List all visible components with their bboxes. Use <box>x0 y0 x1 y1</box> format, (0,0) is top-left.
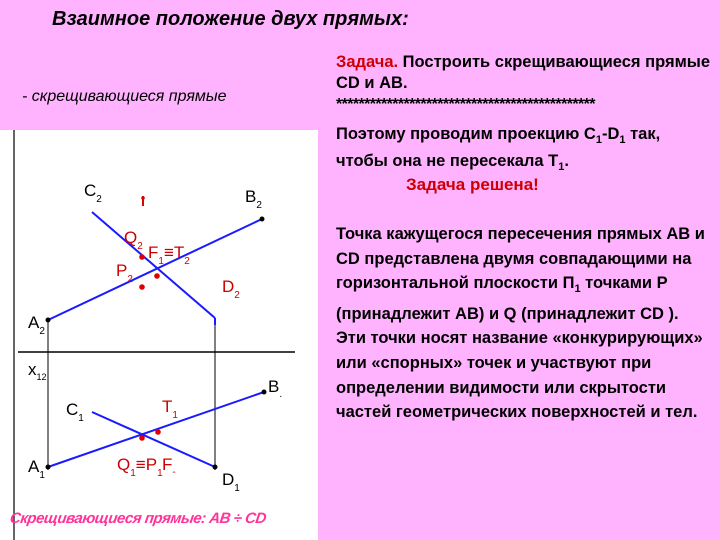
label-F: $F_-$ <box>162 455 176 478</box>
point-A1 <box>46 465 51 470</box>
task-label: Задача. <box>336 53 399 71</box>
solved-text: Задача решена! <box>406 175 539 194</box>
bottom-note: Скрещивающиеся прямые: AB ÷ CD <box>8 510 268 527</box>
explanation-text: Точка кажущегося пересечения прямых AB и CD представлена двумя совпадающими на горизонтальной плоскости $П_1$ точками P (принадлежит AB) и Q (принадлежит CD ). Эти точки носят название «конкурирующих» или «спорных» точек и участвуют при определении видимости или скрытости частей геометрических поверхностей и тел. <box>336 225 705 422</box>
line-A2B2 <box>48 219 262 320</box>
separator-stars: ********************************************** <box>336 96 595 113</box>
point-B2 <box>260 217 265 222</box>
label-x12: $x_{12}$ <box>28 360 47 382</box>
drawing-panel <box>0 130 318 540</box>
projection-text: Поэтому проводим проекцию $C_1-D_1$ так, чтобы она не пересекала $T_1$. <box>336 125 661 173</box>
label-A1: $A_1$ <box>28 457 45 481</box>
point-B1 <box>262 390 267 395</box>
task-text <box>336 52 716 94</box>
point-D1 <box>213 465 218 470</box>
point-P2 <box>139 284 145 290</box>
label-Q2: $Q_2$ <box>124 228 143 252</box>
line-C2D2 <box>92 212 215 318</box>
subtitle: - скрещивающиеся прямые <box>22 88 227 105</box>
point-F1 <box>154 273 160 279</box>
point-Q1P1 <box>139 435 145 441</box>
label-P2: $P_2$ <box>116 261 133 285</box>
label-C2: $C_2$ <box>84 181 102 205</box>
label-B2: $B_2$ <box>245 187 262 211</box>
label-D2: $D_2$ <box>222 277 240 301</box>
label-T1: $T_1$ <box>162 397 178 421</box>
label-Q1P1: $Q_1\equiv P_1$ <box>117 455 163 479</box>
label-B1: $B_.$ <box>268 377 283 400</box>
point-A2 <box>46 318 51 323</box>
projection-drawing <box>0 130 318 540</box>
label-A2: $A_2$ <box>28 313 45 337</box>
label-C1: $C_1$ <box>66 400 84 424</box>
point-F <box>155 429 161 435</box>
label-F1T2: $F_1\equiv T_2$ <box>148 243 190 267</box>
label-D1: $D_1$ <box>222 470 240 494</box>
point-Q2 <box>139 254 145 260</box>
page-title: Взаимное положение двух прямых: <box>52 8 409 30</box>
task-body: Построить скрещивающиеся прямые CD и AB. <box>336 53 711 92</box>
